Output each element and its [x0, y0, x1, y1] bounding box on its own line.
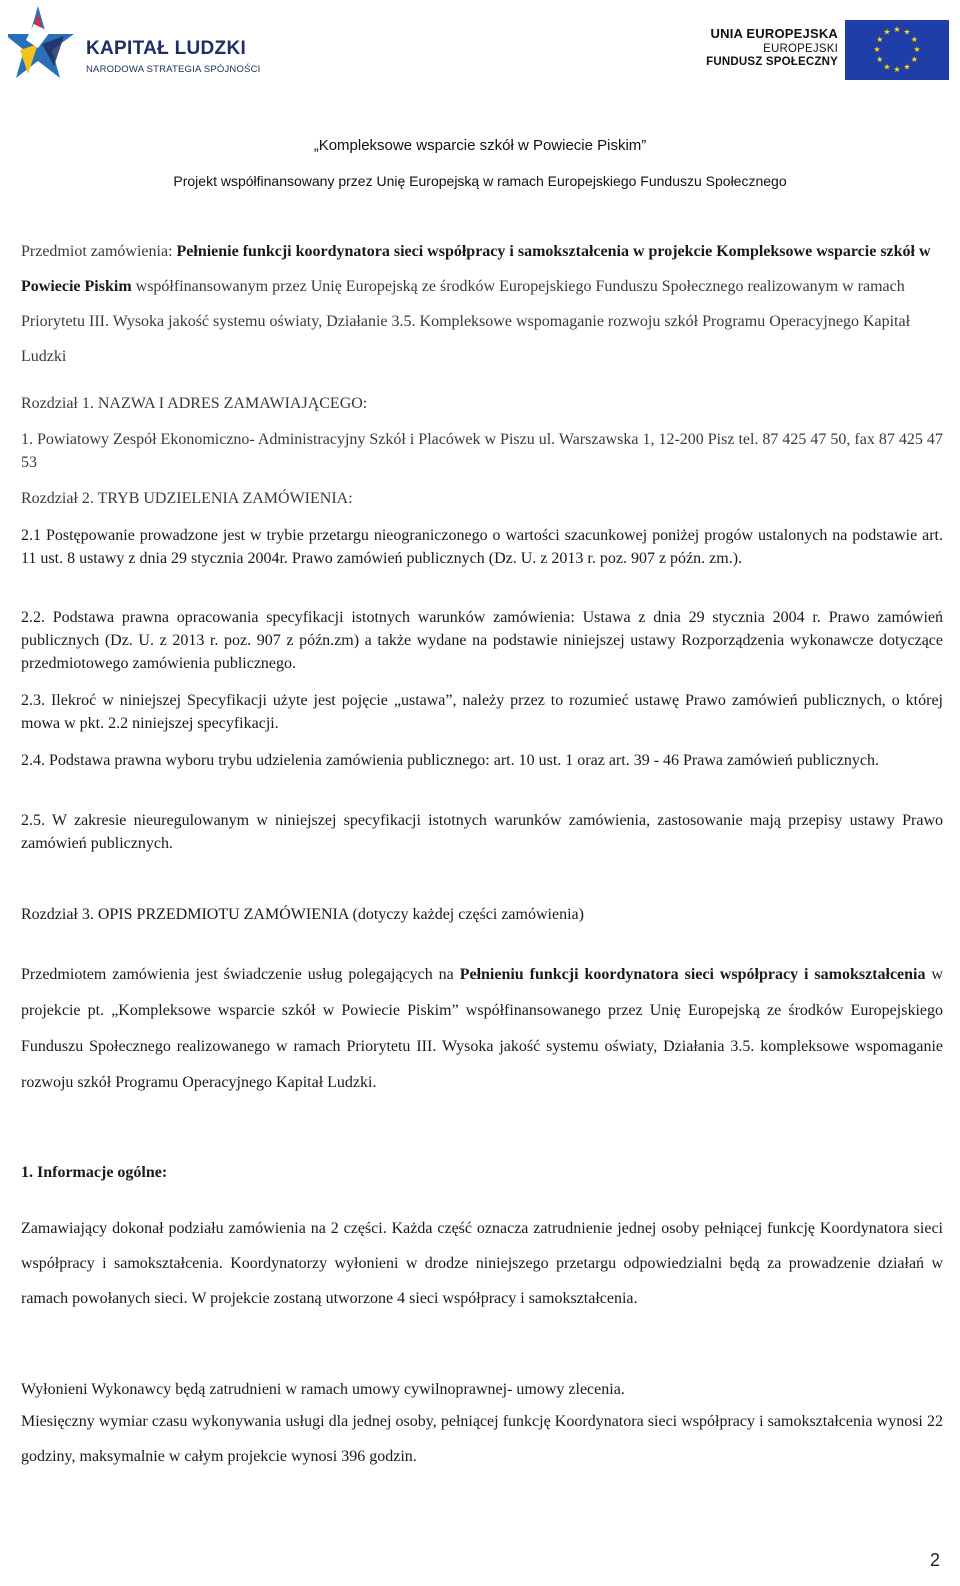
svg-text:★: ★ [883, 62, 891, 72]
svg-text:★: ★ [883, 27, 891, 37]
section-2-3: 2.3. Ilekroć w niniejszej Specyfikacji użyte jest pojęcie „ustawa”, należy przez to rozumieć ustawę Prawo zamówień publicznych, o której mowa w pkt. 2.2 niniejszej specyfikacji. [21, 692, 943, 732]
eu-flag-icon [845, 20, 949, 80]
general-info-heading: 1. Informacje ogólne: [21, 1164, 168, 1181]
section-3-rest: w projekcie pt. „Kompleksowe wsparcie szkół w Powiecie Piskim” współfinansowanego przez Unię Europejską ze środków Europejskiego Funduszu Społecznego realizowanego w ramach Priorytetu III. Wysoka jakość systemu oświaty, Działania 3.5. kompleksowe wspomaganie rozwoju szkół Programu Operacyjnego Kapitał Ludzki. [21, 966, 943, 1091]
ue-line2: EUROPEJSKI [763, 43, 838, 55]
general-info-paragraph: Zamawiający dokonał podziału zamówienia na 2 części. Każda część oznacza zatrudnienie jednej osoby pełniącej funkcję Koordynatora sieci współpracy i samokształcenia. Koordynatorzy wyłonieni w drodze niniejszego przetargu odpowiedzialni będą za prowadzenie działań w ramach powołanych sieci. W projekcie zostaną utworzone 4 sieci współpracy i samokształcenia. [21, 1220, 943, 1307]
svg-text:★: ★ [910, 35, 918, 44]
ue-line3: FUNDUSZ SPOŁECZNY [706, 56, 838, 68]
svg-text:★: ★ [876, 35, 884, 44]
eu-fund-text [688, 26, 838, 68]
svg-text:★: ★ [876, 55, 884, 64]
section-3-paragraph [21, 957, 943, 1101]
section-2-5: 2.5. W zakresie nieuregulowanym w niniejszej specyfikacji istotnych warunków zamówienia, zastosowanie mają przepisy ustawy Prawo zamówień publicznych. [21, 812, 943, 852]
section-3-heading: Rozdział 3. OPIS PRZEDMIOTU ZAMÓWIENIA (dotyczy każdej części zamówienia) [21, 906, 584, 923]
section-3-subject-bold: Pełnieniu funkcji koordynatora sieci współpracy i samokształcenia [459, 966, 926, 983]
kapital-ludzki-star-icon [8, 4, 78, 92]
svg-text:★: ★ [893, 25, 901, 34]
section-2-2: 2.2. Podstawa prawna opracowania specyfikacji istotnych warunków zamówienia: Ustawa z dnia 29 stycznia 2004 r. Prawo zamówień publicznych (Dz. U. z 2013 r. poz. 907 z późn.zm) a także wydane na podstawie niniejszej ustawy Rozporządzenia wykonawcze dotyczące przedmiotowego zamówienia publicznego. [21, 609, 943, 672]
intro-rest: współfinansowanym przez Unię Europejską ze środków Europejskiego Funduszu Społecznego realizowanym w ramach Priorytetu III. Wysoka jakość systemu oświaty, Działanie 3.5. Kompleksowe wspomaganie rozwoju szkół Programu Operacyjnego Kapitał Ludzki [21, 278, 911, 365]
working-hours-paragraph: Miesięczny wymiar czasu wykonywania usługi dla jednej osoby, pełniącej funkcję Koordynatora sieci współpracy i samokształcenia wynosi 22 godziny, maksymalnie w całym projekcie wynosi 396 godzin. [21, 1413, 943, 1465]
kl-title: KAPITAŁ LUDZKI [86, 38, 247, 59]
svg-text:★: ★ [873, 45, 881, 54]
project-title: „Kompleksowe wsparcie szkół w Powiecie Piskim” [313, 137, 647, 154]
project-subtitle: Projekt współfinansowany przez Unię Europejską w ramach Europejskiego Funduszu Społecznego [173, 173, 787, 189]
document-header [0, 0, 960, 100]
section-2-1: 2.1 Postępowanie prowadzone jest w trybie przetargu nieograniczonego o wartości szacunkowej poniżej progów ustalonych na podstawie art. 11 ust. 8 ustawy z dnia 29 stycznia 2004r. Prawo zamówień publicznych (Dz. U. z 2013 r. poz. 907 z późn. zm.). [21, 527, 943, 567]
intro-subject-bold: Pełnienie funkcji koordynatora sieci współpracy i samokształcenia w projekcie Kompleksowe wsparcie szkół w Powiecie Piskim [21, 243, 931, 295]
intro-lead: Przedmiot zamówienia: [21, 243, 177, 260]
ue-line1: UNIA EUROPEJSKA [710, 26, 838, 41]
section-2-4: 2.4. Podstawa prawna wyboru trybu udzielenia zamówienia publicznego: art. 10 ust. 1 oraz art. 39 - 46 Prawa zamówień publicznych. [21, 752, 879, 769]
svg-text:★: ★ [903, 62, 911, 72]
page-number: 2 [930, 1550, 941, 1570]
svg-text:★: ★ [893, 65, 901, 74]
kapital-ludzki-logo [8, 4, 308, 92]
intro-paragraph [21, 234, 943, 374]
contract-type-paragraph: Wyłonieni Wykonawcy będą zatrudnieni w ramach umowy cywilnoprawnej- umowy zlecenia. [21, 1381, 625, 1398]
section-1-address: 1. Powiatowy Zespół Ekonomiczno- Administracyjny Szkół i Placówek w Piszu ul. Warszawska 1, 12-200 Pisz tel. 87 425 47 50, fax 87 425 47 53 [21, 431, 943, 471]
kl-subtitle: NARODOWA STRATEGIA SPÓJNOŚCI [86, 64, 261, 75]
svg-text:★: ★ [913, 45, 921, 54]
section-2-heading: Rozdział 2. TRYB UDZIELENIA ZAMÓWIENIA: [21, 490, 353, 507]
svg-text:★: ★ [903, 27, 911, 37]
svg-text:★: ★ [910, 55, 918, 64]
section-1-heading: Rozdział 1. NAZWA I ADRES ZAMAWIAJĄCEGO: [21, 395, 368, 412]
section-3-lead: Przedmiotem zamówienia jest świadczenie usług polegających na [21, 966, 460, 983]
